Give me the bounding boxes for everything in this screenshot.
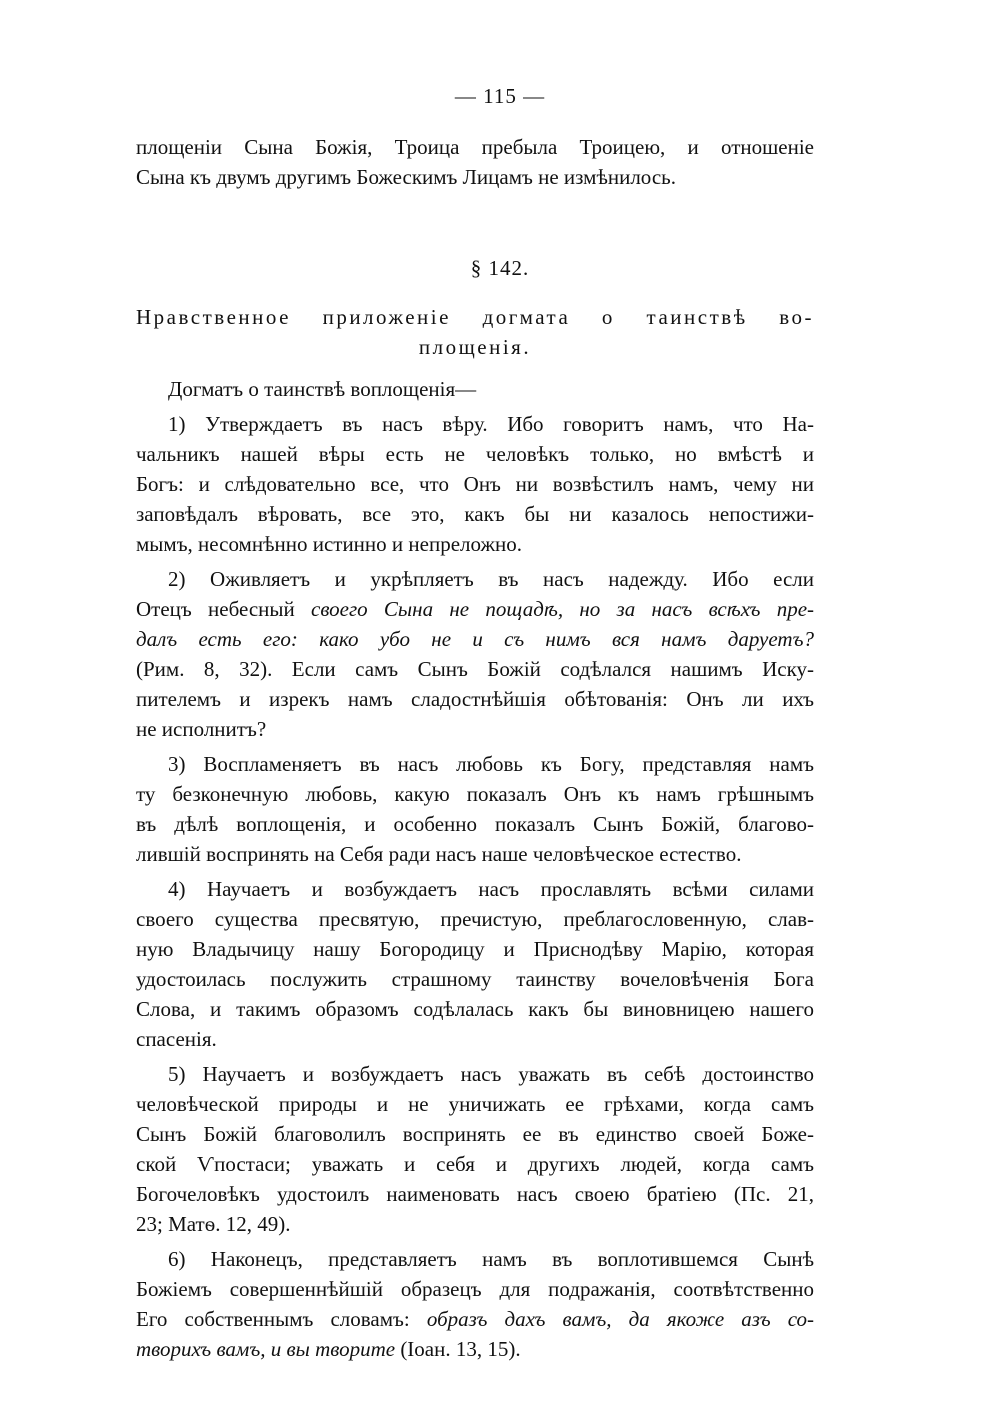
text-line: удостоилась послужить страшному таинству вочеловѣченія Бога bbox=[136, 967, 814, 991]
text-line: ту безконечную любовь, какую показалъ Онъ къ намъ грѣшнымъ bbox=[136, 782, 814, 806]
paragraph-5 bbox=[136, 1059, 814, 1239]
text-line: Сына къ двумъ другимъ Божескимъ Лицамъ не измѣнилось. bbox=[136, 165, 676, 189]
text-run: Его собственнымъ словамъ: bbox=[136, 1307, 427, 1331]
text-line: спасенія. bbox=[136, 1027, 217, 1051]
text-line: 23; Матѳ. 12, 49). bbox=[136, 1212, 291, 1236]
paragraph-6 bbox=[136, 1244, 814, 1364]
text-line: Богочеловѣкъ удостоилъ наименовать насъ своею братіею (Пс. 21, bbox=[136, 1182, 814, 1206]
intro-paragraph bbox=[136, 374, 814, 404]
text-line bbox=[136, 594, 814, 624]
text-line bbox=[136, 1334, 814, 1364]
page-number: — 115 — bbox=[454, 84, 546, 108]
scripture-quote: творихъ вамъ, и вы творите bbox=[136, 1337, 396, 1361]
text-line: Сынъ Божій благоволилъ воспринять ее въ единство своей Боже- bbox=[136, 1122, 814, 1146]
text-line: Слова, и такимъ образомъ содѣлалась какъ бы виновницею нашего bbox=[136, 997, 814, 1021]
text-line: пителемъ и изрекъ намъ сладостнѣйшія обѣтованія: Онъ ли ихъ bbox=[136, 687, 814, 711]
text-line: чальникъ нашей вѣры есть не человѣкъ только, но вмѣстѣ и bbox=[136, 442, 814, 466]
text-line: 5) Научаетъ и возбуждаетъ насъ уважать въ себѣ достоинство bbox=[168, 1062, 814, 1086]
text-line: ную Владычицу нашу Богородицу и Приснодѣву Марію, которая bbox=[136, 937, 814, 961]
scripture-quote: далъ есть его: како убо не и съ нимъ вся намъ даруетъ? bbox=[136, 627, 814, 651]
scripture-quote: своего Сына не пощадѣ, но за насъ всѣхъ пре- bbox=[311, 597, 815, 621]
text-line: 6) Наконецъ, представляетъ намъ въ воплотившемся Сынѣ bbox=[168, 1247, 814, 1271]
continuation-paragraph bbox=[136, 132, 814, 192]
text-run: Отецъ небесный bbox=[136, 597, 311, 621]
text-line: ской Ѵпостаси; уважать и себя и другихъ людей, когда самъ bbox=[136, 1152, 814, 1176]
section-heading bbox=[136, 302, 814, 362]
paragraph-4 bbox=[136, 874, 814, 1054]
text-line: въ дѣлѣ воплощенія, и особенно показалъ Сынъ Божій, благово- bbox=[136, 812, 814, 836]
text-line: (Рим. 8, 32). Если самъ Сынъ Божій содѣлался нашимъ Иску- bbox=[136, 657, 814, 681]
text-line: Богъ: и слѣдовательно все, что Онъ ни возвѣстилъ намъ, чему ни bbox=[136, 472, 814, 496]
heading-line: Нравственное приложеніе догмата о таинствѣ во- bbox=[136, 305, 814, 329]
paragraph-3 bbox=[136, 749, 814, 869]
text-line: лившій воспринять на Себя ради насъ наше человѣческое естество. bbox=[136, 842, 742, 866]
heading-line: площенія. bbox=[418, 335, 532, 359]
text-line: не исполнитъ? bbox=[136, 717, 267, 741]
text-line: человѣческой природы и не уничижать ее грѣхами, когда самъ bbox=[136, 1092, 814, 1116]
text-line: площеніи Сына Божія, Троица пребыла Троицею, и отношеніе bbox=[136, 135, 814, 159]
text-line: 2) Оживляетъ и укрѣпляетъ въ насъ надежду. Ибо если bbox=[168, 567, 814, 591]
text-line: своего существа пресвятую, пречистую, преблагословенную, слав- bbox=[136, 907, 814, 931]
text-line: заповѣдалъ вѣровать, все это, какъ бы ни казалось непостижи- bbox=[136, 502, 814, 526]
paragraph-2 bbox=[136, 564, 814, 744]
text-line bbox=[136, 624, 814, 654]
text-run: (Іоан. 13, 15). bbox=[395, 1337, 521, 1361]
text-line: мымъ, несомнѣнно истинно и непреложно. bbox=[136, 532, 522, 556]
text-line: 4) Научаетъ и возбуждаетъ насъ прославлять всѣми силами bbox=[168, 877, 814, 901]
text-line: 3) Воспламеняетъ въ насъ любовь къ Богу, представляя намъ bbox=[168, 752, 814, 776]
text-line: 1) Утверждаетъ въ насъ вѣру. Ибо говоритъ намъ, что На- bbox=[168, 412, 814, 436]
text-line: Догматъ о таинствѣ воплощенія— bbox=[168, 377, 477, 401]
text-line: Божіемъ совершеннѣйшій образецъ для подражанія, соотвѣтственно bbox=[136, 1277, 814, 1301]
section-number: § 142. bbox=[470, 256, 530, 280]
paragraph-1 bbox=[136, 409, 814, 559]
text-line bbox=[136, 1304, 814, 1334]
scripture-quote: образъ дахъ вамъ, да якоже азъ со- bbox=[426, 1307, 815, 1331]
main-text bbox=[136, 374, 814, 1369]
